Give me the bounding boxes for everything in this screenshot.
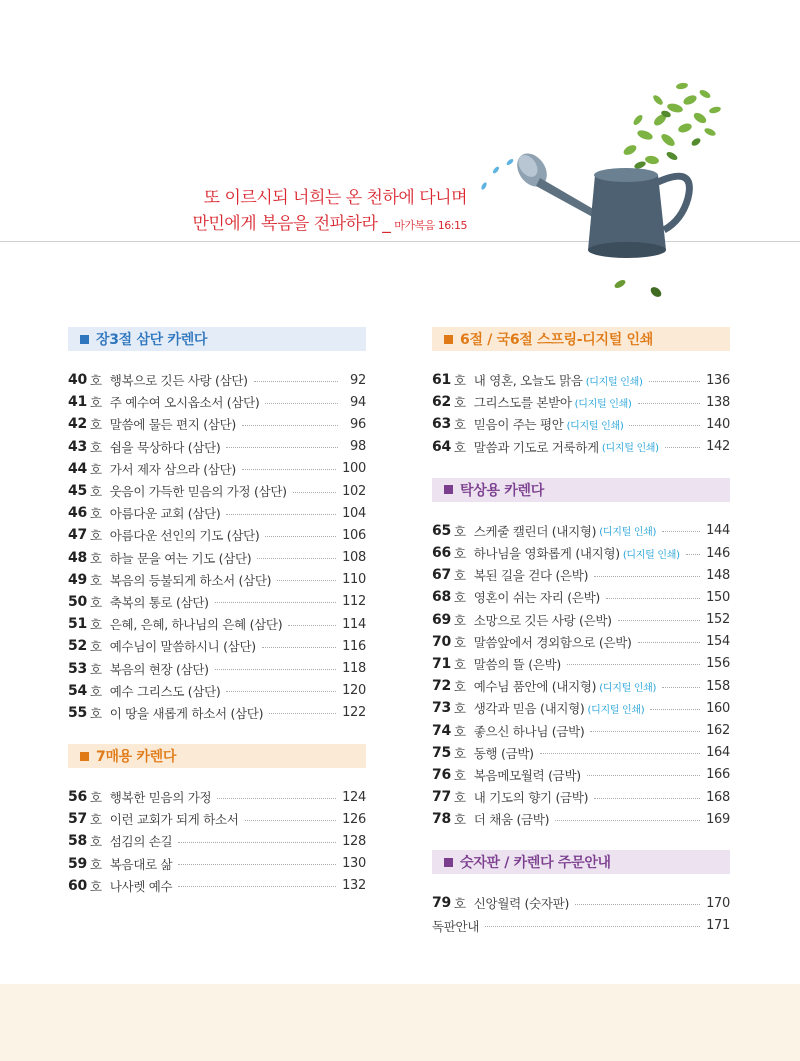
- entry-title: 소망으로 깃든 사랑 (은박): [473, 612, 612, 628]
- entry-page-number: 138: [706, 394, 730, 410]
- square-bullet-icon: [444, 485, 453, 494]
- toc-entry: [432, 436, 730, 458]
- toc-entry: [432, 719, 730, 741]
- entry-print-tag: (디지털 인쇄): [599, 527, 657, 539]
- entry-page-number: 114: [342, 616, 366, 632]
- dot-leader: [638, 642, 700, 643]
- toc-entry: [68, 524, 366, 546]
- dot-leader: [649, 381, 701, 382]
- entry-number-suffix: 호: [454, 812, 466, 828]
- square-bullet-icon: [80, 752, 89, 761]
- toc-entry: [432, 413, 730, 435]
- dot-leader: [650, 709, 700, 710]
- entry-page-number: 106: [342, 527, 366, 543]
- entry-print-tag: (디지털 인쇄): [574, 398, 632, 410]
- dot-leader: [178, 864, 336, 865]
- toc-list: [68, 786, 366, 897]
- dot-leader: [618, 620, 700, 621]
- toc-entry: [68, 635, 366, 657]
- toc-entry: [432, 586, 730, 608]
- entry-title: 쉼을 묵상하다 (삼단): [109, 439, 221, 455]
- toc-entry: [68, 391, 366, 413]
- section-heading: [432, 327, 730, 351]
- verse-reference: 마가복음 16:15: [394, 219, 467, 232]
- toc-entry: [432, 892, 730, 914]
- entry-number-suffix: 호: [454, 745, 466, 761]
- toc-entry: [68, 853, 366, 875]
- section-heading-text: 7매용 카렌다: [96, 749, 177, 765]
- entry-number: 62: [432, 394, 451, 411]
- entry-title: 말씀앞에서 경외함으로 (은박): [473, 634, 632, 650]
- section-spring: [432, 327, 730, 458]
- entry-number: 75: [432, 744, 451, 761]
- entry-title: 영혼이 쉬는 자리 (은박): [473, 590, 600, 606]
- toc-entry: [68, 830, 366, 852]
- dot-leader: [594, 576, 700, 577]
- verse-line-2-text: 만민에게 복음을 전파하라 _: [192, 214, 391, 234]
- toc-entry: [432, 542, 730, 564]
- toc-entry: [68, 680, 366, 702]
- entry-page-number: 96: [350, 416, 366, 432]
- dot-leader: [555, 820, 700, 821]
- entry-number-suffix: 호: [454, 723, 466, 739]
- toc-entry: [432, 764, 730, 786]
- entry-page-number: 170: [706, 895, 730, 911]
- toc-entry: [68, 591, 366, 613]
- entry-print-tag: (디지털 인쇄): [587, 704, 645, 716]
- toc-entry: [432, 697, 730, 719]
- entry-page-number: 94: [350, 394, 366, 410]
- entry-page-number: 102: [342, 483, 366, 499]
- entry-number: 40: [68, 372, 87, 389]
- dot-leader: [178, 842, 336, 843]
- entry-title: 나사렛 예수: [109, 878, 173, 894]
- entry-number-suffix: 호: [90, 594, 102, 610]
- entry-number-suffix: 호: [90, 705, 102, 721]
- entry-number-suffix: 호: [454, 568, 466, 584]
- entry-number: 63: [432, 416, 451, 433]
- dot-leader: [226, 691, 336, 692]
- section-desk: [432, 478, 730, 831]
- entry-title: 복음메모월력 (금박): [473, 767, 581, 783]
- toc-entry: [432, 915, 730, 937]
- entry-number-suffix: 호: [90, 683, 102, 699]
- dot-leader: [590, 731, 700, 732]
- section-heading-text: 탁상용 카렌다: [460, 482, 544, 499]
- entry-title: 아름다운 선인의 기도 (삼단): [109, 528, 260, 544]
- section-heading: [68, 327, 366, 351]
- entry-number-suffix: 호: [454, 439, 466, 455]
- toc-entry: [68, 808, 366, 830]
- dot-leader: [686, 554, 700, 555]
- toc-entry: [432, 808, 730, 830]
- entry-number-suffix: 호: [454, 417, 466, 433]
- entry-number-suffix: 호: [454, 395, 466, 411]
- entry-number: 45: [68, 483, 87, 500]
- entry-title: 가서 제자 삼으라 (삼단): [109, 461, 236, 477]
- entry-number: 68: [432, 589, 451, 606]
- entry-title: 섬김의 손길: [109, 834, 173, 850]
- entry-page-number: 126: [342, 811, 366, 827]
- entry-number-suffix: 호: [90, 528, 102, 544]
- entry-title: 예수님 품안에 (내지형): [473, 679, 597, 695]
- entry-number: 55: [68, 704, 87, 721]
- entry-number: 54: [68, 682, 87, 699]
- entry-number: 57: [68, 811, 87, 828]
- entry-page-number: 146: [706, 545, 730, 561]
- entry-number: 69: [432, 611, 451, 628]
- entry-title: 복음의 등불되게 하소서 (삼단): [109, 572, 272, 588]
- entry-page-number: 166: [706, 767, 730, 783]
- entry-title: 복된 길을 걷다 (은박): [473, 568, 589, 584]
- toc-entry: [432, 631, 730, 653]
- dot-leader: [662, 687, 700, 688]
- entry-page-number: 98: [350, 439, 366, 455]
- section-samdan: [68, 327, 366, 724]
- dot-leader: [293, 492, 336, 493]
- toc-entry: [68, 657, 366, 679]
- entry-number: 64: [432, 438, 451, 455]
- entry-number: 59: [68, 855, 87, 872]
- entry-number-suffix: 호: [454, 590, 466, 606]
- section-heading-text: 6절 / 국6절 스프링-디지털 인쇄: [460, 332, 653, 348]
- entry-title: 아름다운 교회 (삼단): [109, 506, 221, 522]
- right-column: [432, 327, 730, 937]
- entry-title: 행복으로 깃든 사랑 (삼단): [109, 373, 248, 389]
- entry-print-tag: (디지털 인쇄): [622, 549, 680, 561]
- dot-leader: [606, 598, 700, 599]
- dot-leader: [665, 447, 700, 448]
- dot-leader: [254, 381, 338, 382]
- entry-page-number: 128: [342, 833, 366, 849]
- entry-page-number: 132: [342, 878, 366, 894]
- dot-leader: [257, 558, 336, 559]
- dot-leader: [587, 775, 700, 776]
- dot-leader: [540, 753, 700, 754]
- entry-page-number: 150: [706, 589, 730, 605]
- dot-leader: [269, 713, 336, 714]
- entry-number-suffix: 호: [90, 878, 102, 894]
- entry-number: 65: [432, 522, 451, 539]
- dot-leader: [265, 403, 338, 404]
- entry-page-number: 156: [706, 656, 730, 672]
- toc-entry: [432, 609, 730, 631]
- entry-number-suffix: 호: [454, 612, 466, 628]
- entry-page-number: 140: [706, 416, 730, 432]
- entry-title: 복음의 현장 (삼단): [109, 661, 209, 677]
- entry-number-suffix: 호: [454, 656, 466, 672]
- entry-number: 66: [432, 545, 451, 562]
- entry-number: 46: [68, 505, 87, 522]
- entry-number-suffix: 호: [454, 546, 466, 562]
- entry-number: 78: [432, 811, 451, 828]
- entry-number: 72: [432, 678, 451, 695]
- entry-page-number: 122: [342, 705, 366, 721]
- toc-entry: [68, 702, 366, 724]
- entry-title: 행복한 믿음의 가정: [109, 790, 212, 806]
- entry-title: 웃음이 가득한 믿음의 가정 (삼단): [109, 484, 287, 500]
- toc-entry: [68, 502, 366, 524]
- entry-print-tag: (디지털 인쇄): [566, 420, 624, 432]
- toc-entry: [432, 675, 730, 697]
- toc-entry: [432, 653, 730, 675]
- entry-title: 좋으신 하나님 (금박): [473, 723, 585, 739]
- entry-number-suffix: 호: [454, 701, 466, 717]
- entry-title: 동행 (금박): [473, 745, 534, 761]
- entry-print-tag: (디지털 인쇄): [599, 682, 657, 694]
- entry-number: 47: [68, 527, 87, 544]
- toc-entry: [432, 369, 730, 391]
- toc-entry: [68, 436, 366, 458]
- entry-page-number: 168: [706, 789, 730, 805]
- entry-number-suffix: 호: [454, 634, 466, 650]
- watering-can-illustration: [470, 70, 740, 310]
- entry-page-number: 169: [706, 811, 730, 827]
- toc-entry: [68, 875, 366, 897]
- entry-title: 축복의 통로 (삼단): [109, 594, 209, 610]
- entry-title: 내 영혼, 오늘도 맑음: [473, 373, 583, 389]
- entry-page-number: 158: [706, 678, 730, 694]
- entry-number-suffix: 호: [90, 639, 102, 655]
- entry-title: 신앙월력 (숫자판): [473, 896, 570, 912]
- entry-number-suffix: 호: [90, 395, 102, 411]
- verse-line-1: 또 이르시되 너희는 온 천하에 다니며: [203, 188, 467, 208]
- entry-title: 하늘 문을 여는 기도 (삼단): [109, 550, 252, 566]
- entry-number-suffix: 호: [454, 373, 466, 389]
- entry-number-suffix: 호: [454, 896, 466, 912]
- entry-number: 58: [68, 833, 87, 850]
- entry-number: 71: [432, 655, 451, 672]
- entry-number-suffix: 호: [90, 506, 102, 522]
- dot-leader: [485, 926, 700, 927]
- entry-title: 복음대로 삶: [109, 856, 173, 872]
- entry-page-number: 118: [342, 661, 366, 677]
- entry-title: 이런 교회가 되게 하소서: [109, 812, 239, 828]
- entry-number: 76: [432, 766, 451, 783]
- entry-page-number: 104: [342, 505, 366, 521]
- entry-title: 예수 그리스도 (삼단): [109, 683, 221, 699]
- dot-leader: [262, 647, 336, 648]
- dot-leader: [594, 798, 700, 799]
- entry-page-number: 108: [342, 550, 366, 566]
- entry-title: 말씀의 뜰 (은박): [473, 656, 561, 672]
- entry-number: 44: [68, 460, 87, 477]
- footer-band: [0, 984, 800, 1061]
- entry-title: 예수님이 말씀하시니 (삼단): [109, 639, 256, 655]
- toc-list: [432, 369, 730, 458]
- dot-leader: [277, 580, 336, 581]
- dot-leader: [226, 514, 336, 515]
- entry-number-suffix: 호: [90, 790, 102, 806]
- entry-page-number: 136: [706, 372, 730, 388]
- section-number-board: [432, 850, 730, 936]
- entry-title: 은혜, 은혜, 하나님의 은혜 (삼단): [109, 617, 283, 633]
- entry-number: 42: [68, 416, 87, 433]
- entry-title: 하나님을 영화롭게 (내지형): [473, 546, 620, 562]
- toc-list: [432, 892, 730, 936]
- toc-entry: [68, 458, 366, 480]
- entry-page-number: 142: [706, 439, 730, 455]
- dot-leader: [629, 425, 700, 426]
- toc-entry: [432, 520, 730, 542]
- section-heading-text: 숫자판 / 카렌다 주문안내: [460, 855, 611, 872]
- entry-title: 주 예수여 오시옵소서 (삼단): [109, 395, 260, 411]
- entry-number: 77: [432, 789, 451, 806]
- dot-leader: [215, 669, 336, 670]
- entry-title: 생각과 믿음 (내지형): [473, 701, 585, 717]
- entry-page-number: 100: [342, 461, 366, 477]
- entry-number: 51: [68, 616, 87, 633]
- left-column: [68, 327, 366, 897]
- entry-number-suffix: 호: [90, 417, 102, 433]
- entry-number: 70: [432, 633, 451, 650]
- entry-page-number: 164: [706, 745, 730, 761]
- entry-number-suffix: 호: [454, 679, 466, 695]
- section-heading-text: 장3절 삼단 카렌다: [96, 332, 208, 348]
- dot-leader: [226, 447, 338, 448]
- dot-leader: [242, 469, 336, 470]
- entry-page-number: 92: [350, 372, 366, 388]
- toc-entry: [432, 564, 730, 586]
- entry-number: 48: [68, 549, 87, 566]
- dot-leader: [265, 536, 336, 537]
- dot-leader: [215, 602, 336, 603]
- entry-number: 41: [68, 394, 87, 411]
- square-bullet-icon: [444, 858, 453, 867]
- entry-number-suffix: 호: [454, 790, 466, 806]
- entry-print-tag: (디지털 인쇄): [585, 376, 643, 388]
- entry-number: 61: [432, 372, 451, 389]
- entry-number-suffix: 호: [454, 523, 466, 539]
- toc-entry: [68, 569, 366, 591]
- entry-number: 56: [68, 789, 87, 806]
- toc-entry: [432, 391, 730, 413]
- entry-title: 스케줄 캘린더 (내지형): [473, 523, 597, 539]
- dot-leader: [245, 820, 337, 821]
- section-7page: [68, 744, 366, 897]
- toc-list: [68, 369, 366, 724]
- toc-entry: [432, 742, 730, 764]
- entry-page-number: 171: [706, 918, 730, 934]
- entry-number-suffix: 호: [90, 812, 102, 828]
- square-bullet-icon: [444, 335, 453, 344]
- toc-entry: [68, 613, 366, 635]
- entry-page-number: 148: [706, 567, 730, 583]
- entry-number-suffix: 호: [90, 856, 102, 872]
- dot-leader: [217, 798, 336, 799]
- entry-number: 49: [68, 571, 87, 588]
- toc-list: [432, 520, 730, 831]
- entry-number-suffix: 호: [90, 484, 102, 500]
- entry-title: 내 기도의 향기 (금박): [473, 790, 589, 806]
- toc-entry: [68, 413, 366, 435]
- entry-page-number: 154: [706, 634, 730, 650]
- dot-leader: [242, 425, 338, 426]
- entry-page-number: 144: [706, 523, 730, 539]
- entry-title: 그리스도를 본받아: [473, 395, 572, 411]
- entry-number: 73: [432, 700, 451, 717]
- entry-page-number: 162: [706, 723, 730, 739]
- entry-number-suffix: 호: [90, 572, 102, 588]
- square-bullet-icon: [80, 335, 89, 344]
- entry-number: 67: [432, 567, 451, 584]
- section-heading: [432, 478, 730, 502]
- entry-page-number: 116: [342, 638, 366, 654]
- dot-leader: [662, 531, 700, 532]
- toc-entry: [68, 786, 366, 808]
- entry-number: 50: [68, 593, 87, 610]
- toc-entry: [68, 547, 366, 569]
- entry-title: 이 땅을 새롭게 하소서 (삼단): [109, 705, 264, 721]
- section-heading: [68, 744, 366, 768]
- entry-number: 52: [68, 638, 87, 655]
- entry-number-suffix: 호: [90, 661, 102, 677]
- entry-page-number: 152: [706, 612, 730, 628]
- entry-page-number: 120: [342, 683, 366, 699]
- entry-number: 74: [432, 722, 451, 739]
- entry-number-suffix: 호: [90, 373, 102, 389]
- verse-line-2: [192, 211, 467, 239]
- entry-page-number: 130: [342, 856, 366, 872]
- dot-leader: [567, 664, 700, 665]
- entry-page-number: 124: [342, 789, 366, 805]
- toc-entry: [432, 786, 730, 808]
- dot-leader: [178, 886, 336, 887]
- entry-title: 말씀에 물든 편지 (삼단): [109, 417, 236, 433]
- entry-page-number: 112: [342, 594, 366, 610]
- entry-number-suffix: 호: [90, 834, 102, 850]
- entry-number: 43: [68, 438, 87, 455]
- section-heading: [432, 850, 730, 874]
- entry-page-number: 160: [706, 700, 730, 716]
- dot-leader: [575, 904, 700, 905]
- entry-number: 53: [68, 660, 87, 677]
- entry-number: 60: [68, 877, 87, 894]
- entry-number-suffix: 호: [454, 767, 466, 783]
- entry-title: 독판안내: [432, 918, 480, 934]
- entry-title: 말씀과 기도로 거룩하게: [473, 439, 599, 455]
- entry-title: 믿음이 주는 평안: [473, 417, 564, 433]
- bible-verse: [192, 185, 467, 239]
- entry-page-number: 110: [342, 572, 366, 588]
- entry-number-suffix: 호: [90, 461, 102, 477]
- entry-print-tag: (디지털 인쇄): [601, 443, 659, 455]
- entry-title: 더 채움 (금박): [473, 812, 550, 828]
- entry-number-suffix: 호: [90, 617, 102, 633]
- dot-leader: [288, 625, 336, 626]
- toc-entry: [68, 480, 366, 502]
- entry-number-suffix: 호: [90, 550, 102, 566]
- dot-leader: [638, 403, 701, 404]
- entry-number: 79: [432, 895, 451, 912]
- entry-number-suffix: 호: [90, 439, 102, 455]
- toc-entry: [68, 369, 366, 391]
